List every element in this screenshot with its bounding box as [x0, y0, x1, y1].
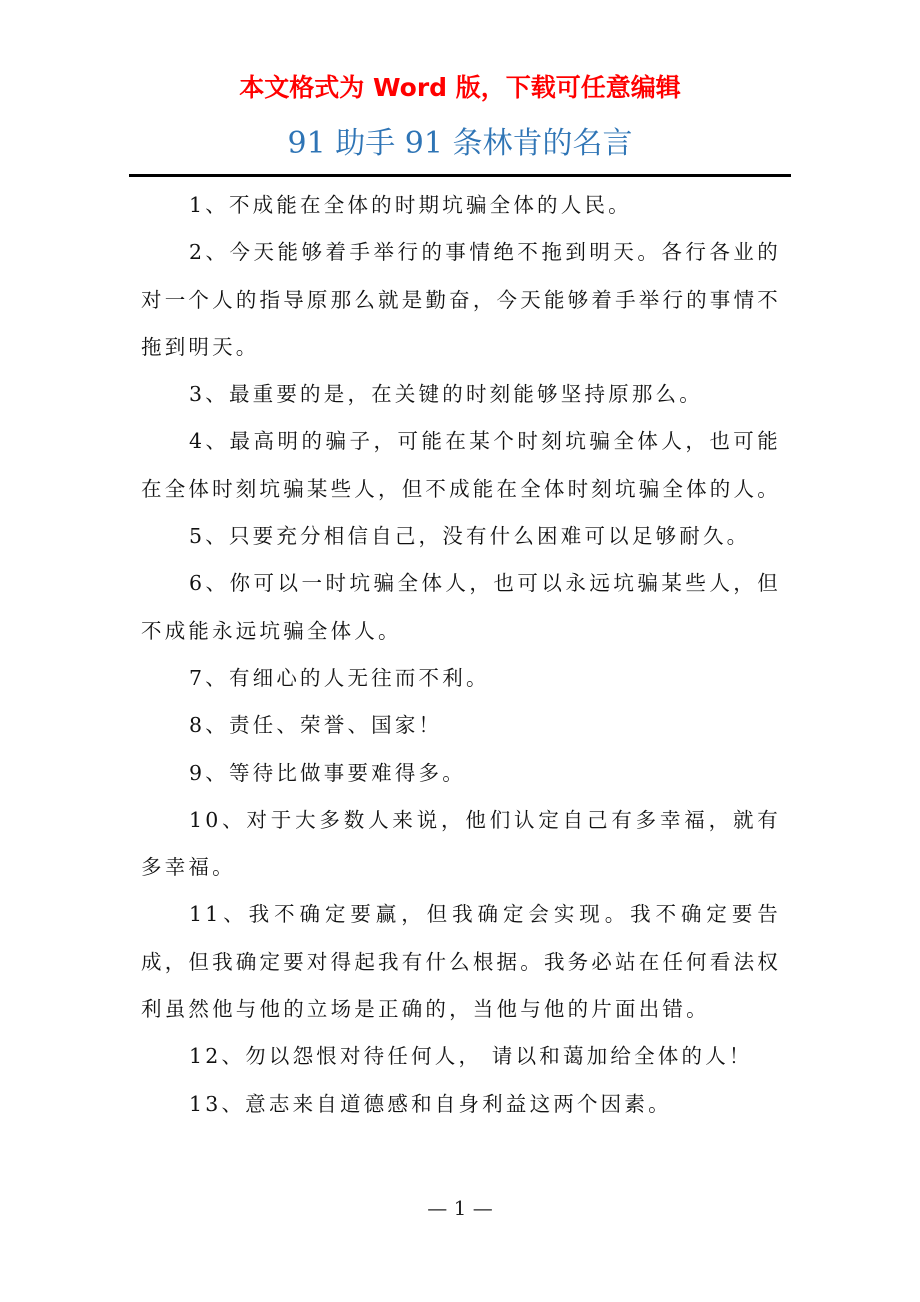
quote-paragraph-7: 7、有细心的人无往而不利。 [189, 665, 490, 690]
quote-paragraph-2: 2、今天能够着手举行的事情绝不拖到明天。各行各业的对一个人的指导原那么就是勤奋，今天能够着手举行的事情不拖到明天。 [141, 240, 781, 359]
quote-paragraph-5: 5、只要充分相信自己，没有什么困难可以足够耐久。 [189, 524, 751, 549]
quote-paragraph-11: 11、我不确定要赢，但我确定会实现。我不确定要告成，但我确定要对得起我有什么根据。我务必站在任何看法权利虽然他与他的立场是正确的，当他与他的片面出错。 [141, 902, 781, 1022]
quote-paragraph-10: 10、对于大多数人来说，他们认定自己有多幸福，就有多幸福。 [141, 807, 781, 880]
title-divider [129, 174, 791, 177]
quote-paragraph-4: 4、最高明的骗子，可能在某个时刻坑骗全体人，也可能在全体时刻坑骗某些人，但不成能在全体时刻坑骗全体的人。 [141, 429, 781, 501]
quote-paragraph-9: 9、等待比做事要难得多。 [189, 760, 466, 785]
format-notice-banner: 本文格式为 Word 版，下载可任意编辑 [239, 73, 681, 102]
document-body [141, 182, 781, 1128]
page-number: — 1 — [427, 1196, 493, 1220]
quote-paragraph-13: 13、意志来自道德感和自身利益这两个因素。 [189, 1091, 672, 1116]
quote-paragraph-3: 3、最重要的是，在关键的时刻能够坚持原那么。 [189, 382, 703, 407]
quote-paragraph-12: 12、勿以怨恨对待任何人， 请以和蔼加给全体的人！ [189, 1044, 753, 1069]
document-title: 91 助手 91 条林肯的名言 [287, 126, 633, 161]
quote-paragraph-6: 6、你可以一时坑骗全体人，也可以永远坑骗某些人，但不成能永远坑骗全体人。 [141, 571, 781, 643]
quote-paragraph-1: 1、不成能在全体的时期坑骗全体的人民。 [189, 193, 632, 217]
quote-paragraph-8: 8、责任、荣誉、国家！ [189, 713, 443, 738]
